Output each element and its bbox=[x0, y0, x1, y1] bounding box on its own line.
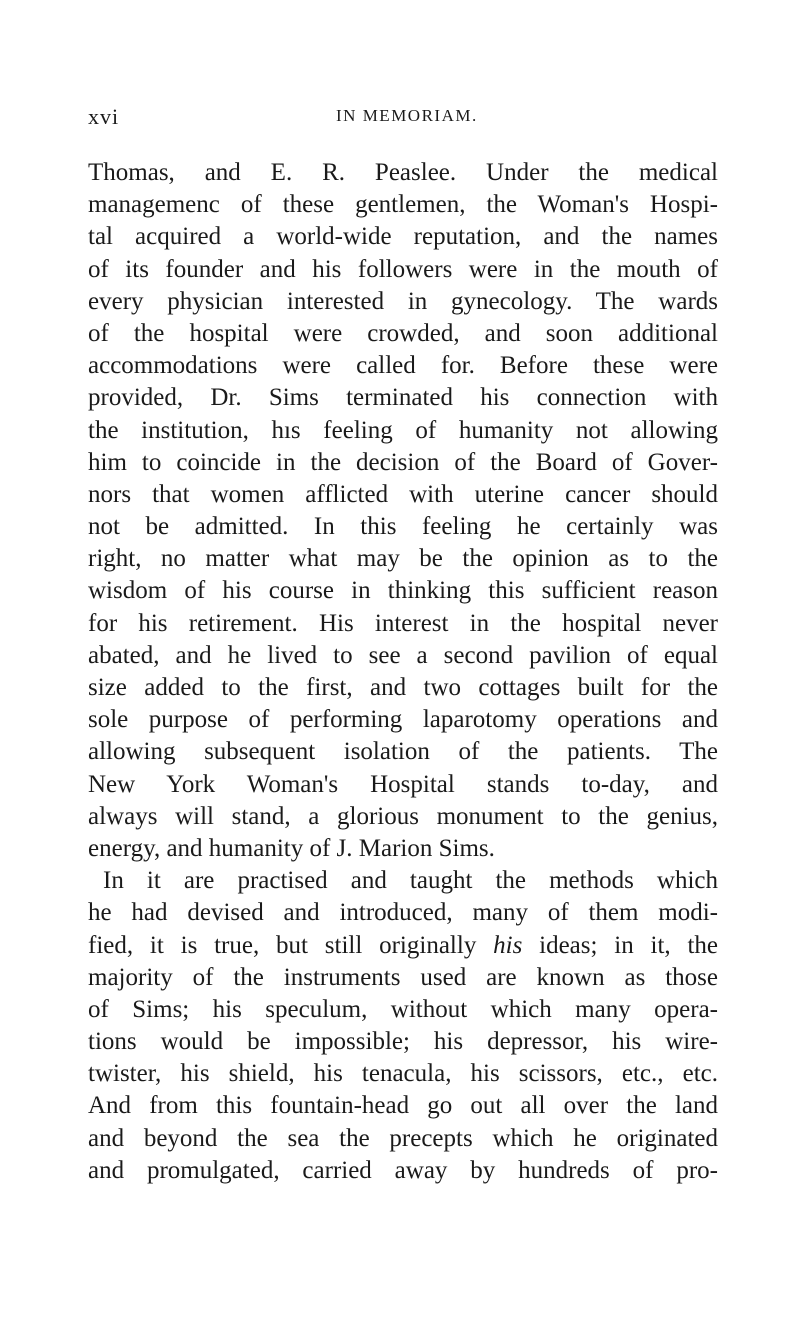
text-line: wisdom of his course in thinking this sufficient reason bbox=[88, 577, 718, 605]
text-line: sole purpose of performing laparotomy operations and bbox=[88, 706, 718, 734]
text-line: tions would be impossible; his depressor, his wire- bbox=[88, 1028, 718, 1056]
text-line: nors that women afflicted with uterine cancer should bbox=[88, 480, 718, 508]
text-line: tal acquired a world-wide reputation, and the names bbox=[88, 223, 718, 251]
text-line: managemenc of these gentlemen, the Woman's Hospi- bbox=[88, 191, 718, 219]
text-line: of Sims; his speculum, without which many opera- bbox=[88, 995, 718, 1023]
text-line: allowing subsequent isolation of the patients. The bbox=[88, 738, 718, 766]
text-line: always will stand, a glorious monument to the genius, bbox=[88, 802, 718, 830]
text-line-mixed bbox=[88, 930, 718, 962]
text-line: provided, Dr. Sims terminated his connection with bbox=[88, 384, 718, 412]
text-line: and promulgated, carried away by hundreds of pro- bbox=[88, 1156, 718, 1184]
text-line: abated, and he lived to see a second pavilion of equal bbox=[88, 641, 718, 669]
text-line: and beyond the sea the precepts which he originated bbox=[88, 1124, 718, 1152]
text-line: energy, and humanity of J. Marion Sims. bbox=[88, 834, 495, 862]
text-line: twister, his shield, his tenacula, his scissors, etc., etc. bbox=[88, 1060, 718, 1088]
text-line: right, no matter what may be the opinion as to the bbox=[88, 545, 718, 573]
text-fragment: fied, it is true, but still originally bbox=[88, 931, 477, 959]
body-text bbox=[88, 157, 718, 1187]
text-line: Thomas, and E. R. Peaslee. Under the medical bbox=[88, 159, 718, 186]
text-line: size added to the first, and two cottages built for the bbox=[88, 674, 718, 701]
text-line: of the hospital were crowded, and soon additional bbox=[88, 319, 718, 347]
running-head bbox=[68, 104, 708, 134]
running-title: IN MEMORIAM. bbox=[336, 106, 478, 125]
page-number: xvi bbox=[88, 104, 120, 129]
text-line: for his retirement. His interest in the hospital never bbox=[88, 609, 718, 637]
text-line: not be admitted. In this feeling he certainly was bbox=[88, 513, 718, 541]
italic-word: his bbox=[493, 931, 523, 959]
text-line: he had devised and introduced, many of them modi- bbox=[88, 899, 718, 927]
text-line: In it are practised and taught the methods which bbox=[103, 867, 718, 895]
text-line: And from this fountain-head go out all over the land bbox=[88, 1092, 718, 1120]
text-line: New York Woman's Hospital stands to-day, and bbox=[88, 770, 718, 798]
text-line: him to coincide in the decision of the Board of Gover- bbox=[88, 448, 718, 476]
text-line: of its founder and his followers were in the mouth of bbox=[88, 255, 718, 283]
text-line: the institution, hıs feeling of humanity not allowing bbox=[88, 416, 718, 444]
text-fragment: ideas; in it, the bbox=[539, 931, 719, 959]
text-line: accommodations were called for. Before these were bbox=[88, 352, 718, 380]
text-line: every physician interested in gynecology. The wards bbox=[88, 287, 718, 315]
text-line: majority of the instruments used are known as those bbox=[88, 963, 718, 991]
